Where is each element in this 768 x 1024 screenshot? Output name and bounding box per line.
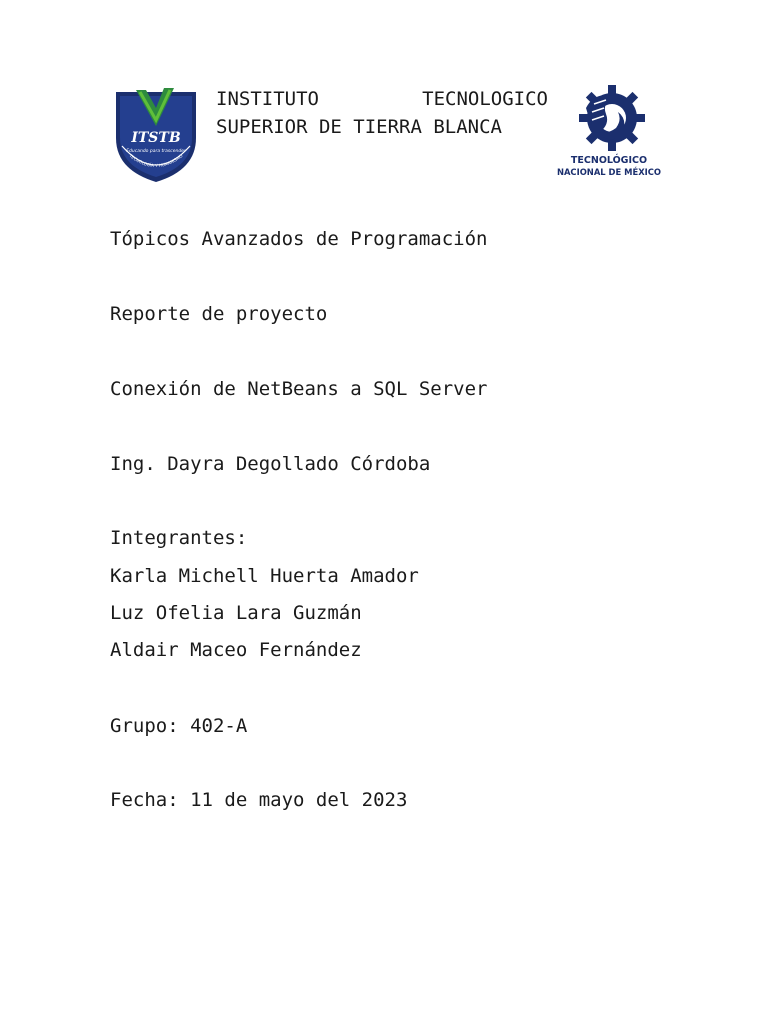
teacher-name: Ing. Dayra Degollado Córdoba xyxy=(110,453,431,475)
institute-word-1: INSTITUTO xyxy=(216,88,319,110)
members-label: Integrantes: xyxy=(110,527,248,549)
logo-left-tagline: Educando para trascender xyxy=(126,149,186,154)
logo-right-line1: TECNOLÓGICO xyxy=(570,155,648,166)
member-item: Aldair Maceo Fernández xyxy=(110,639,362,661)
member-item: Karla Michell Huerta Amador xyxy=(110,565,419,587)
logo-left-text: ITSTB xyxy=(131,130,181,146)
date-label: Fecha: 11 de mayo del 2023 xyxy=(110,789,408,811)
subject-title: Tópicos Avanzados de Programación xyxy=(110,228,488,250)
group-label: Grupo: 402-A xyxy=(110,715,248,737)
itstb-logo xyxy=(112,86,200,184)
institute-name-line1 xyxy=(216,85,548,113)
tecnm-logo xyxy=(556,84,662,180)
institute-name-line2: SUPERIOR DE TIERRA BLANCA xyxy=(216,116,502,138)
logo-left-ring: TECNOLOGÍA Y HUMANISMO xyxy=(128,153,184,169)
report-type: Reporte de proyecto xyxy=(110,303,328,325)
institute-word-2: TECNOLOGICO xyxy=(422,88,548,110)
project-title: Conexión de NetBeans a SQL Server xyxy=(110,378,488,400)
member-item: Luz Ofelia Lara Guzmán xyxy=(110,602,362,624)
logo-right-line2: NACIONAL DE MÉXICO xyxy=(556,167,662,177)
